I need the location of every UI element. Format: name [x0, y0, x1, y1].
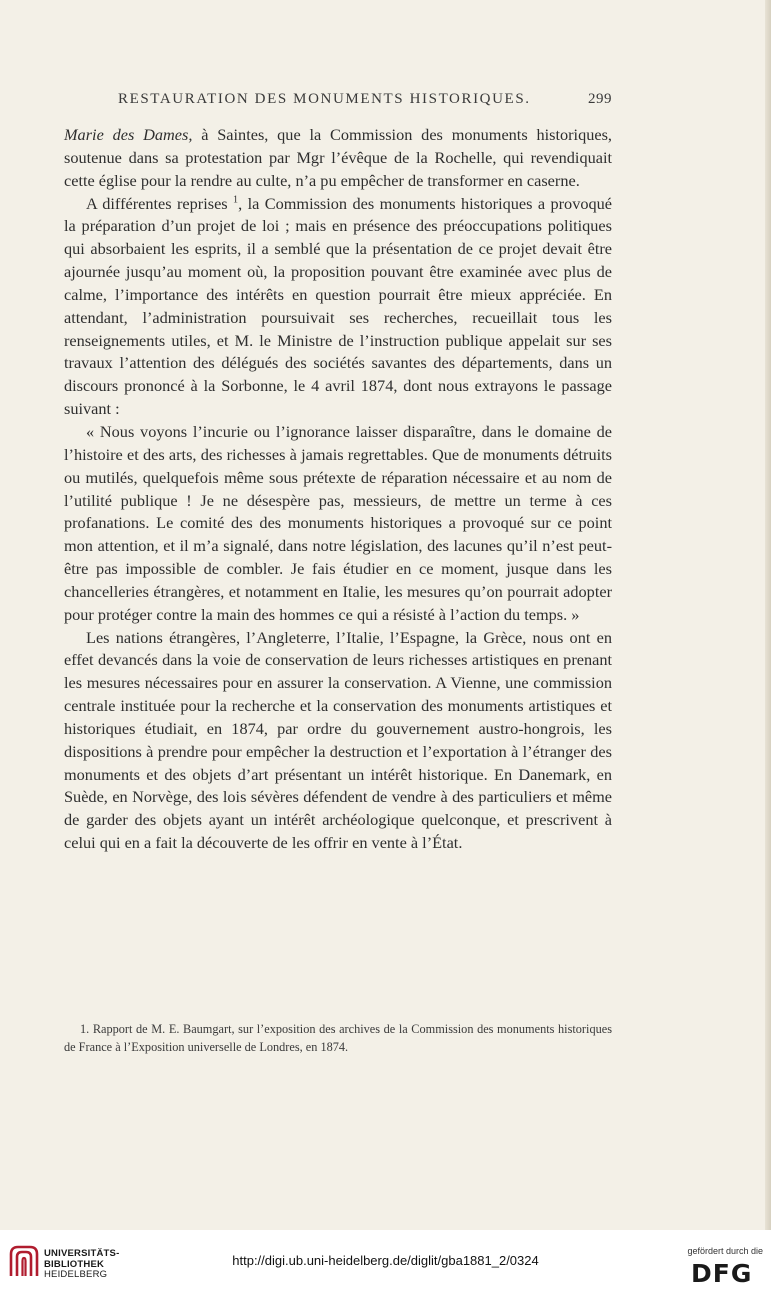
dfg-logo-icon[interactable]	[691, 1260, 761, 1289]
library-name-line: UNIVERSITÄTS-	[44, 1248, 120, 1259]
paragraph	[64, 193, 612, 421]
paragraph-text: à Saintes, que la Commission des monuments historiques, soutenue dans sa protestation par Mgr l’évêque de la Rochelle, qui revendiquait cette église pour la rendre au culte, n’a pu empêcher de transformer en caserne.	[64, 125, 612, 190]
dfg-logo-text: DFG	[691, 1260, 753, 1284]
paragraph-text: , la Commission des monuments historiques a provoqué la préparation d’un projet de loi ; mais en présence des préoccupations politiques qui absorbaient les esprits, il a semblé que la présentation de ce projet devait être ajournée jusqu’au moment où, la proposition pouvant être examinée avec plus de calme, l’importance des intérêts en question pourrait être mieux appréciée. En attendant, l’administration poursuivait ses recherches, recueillait tous les renseignements utiles, et M. le Ministre de l’instruction publique appelait sur ses travaux l’attention des délégués des sociétés savantes des départements, dans un discours prononcé à la Sorbonne, le 4 avril 1874, dont nous extrayons le passage suivant :	[64, 193, 612, 419]
viewer-footer	[0, 1230, 771, 1296]
footnote-marker: 1.	[80, 1022, 90, 1036]
quotation-paragraph	[64, 421, 612, 627]
paragraph-text: Les nations étrangères, l’Angleterre, l’Italie, l’Espagne, la Grèce, nous ont en effet devancés dans la voie de conservation de leurs richesses artistiques en prenant les mesures nécessaires pour en assurer la conservation. A Vienne, une commission centrale instituée pour la recherche et la conservation des monuments artistiques et historiques étudiait, en 1874, par ordre du gouvernement austro-hongrois, les dispositions à prendre pour empêcher la destruction et l’exportation à l’étranger des monuments et des objets d’art présentant un intérêt historique. En Danemark, en Suède, en Norvège, des lois sévères défendent de vendre à des particuliers et même de garder des objets ayant un intérêt archéologique quelconque, et prescrivent à celui qui en a fait la découverte de les offrir en vente à l’État.	[64, 627, 612, 853]
running-header	[64, 91, 612, 113]
running-title: RESTAURATION DES MONUMENTS HISTORIQUES.	[118, 91, 531, 107]
footnote-text: Rapport de M. E. Baumgart, sur l’exposition des archives de la Commission des monuments historiques de France à l’Exposition universelle de Londres, en 1874.	[64, 1022, 612, 1054]
footnote-reference[interactable]: 1	[233, 194, 239, 206]
paragraph-text: A différentes reprises	[86, 193, 234, 213]
italic-lead: Marie des Dames,	[64, 125, 193, 144]
paragraph-text: « Nous voyons l’incurie ou l’ignorance laisser disparaître, dans le domaine de l’histoire et des arts, des richesses à jamais regrettables. Que de monuments détruits ou mutilés, quelquefois même sous prétexte de réparation nécessaire et au nom de l’utilité publique ! Je ne désespère pas, messieurs, de mettre un terme à ces profanations. Le comité des des monuments historiques a provoqué sur ce point mon attention, et il m’a signalé, dans notre législation, des lacunes qu’il n’est peut-être pas impossible de combler. Je fais étudier en ce moment, jusque dans les chancelleries étrangères, et notamment en Italie, les mesures qu’on pourrait adopter pour protéger contre la main des hommes ce qui a résisté à l’action du temps. »	[64, 421, 612, 624]
page-number: 299	[588, 91, 612, 107]
paragraph	[64, 627, 612, 855]
paragraph	[64, 124, 612, 193]
footnote	[64, 1020, 612, 1056]
permalink-url[interactable]: http://digi.ub.uni-heidelberg.de/diglit/gba1881_2/0324	[232, 1253, 539, 1268]
funded-by-label: gefördert durch die	[687, 1246, 763, 1256]
library-name-line: HEIDELBERG	[44, 1269, 108, 1280]
library-name-line: BIBLIOTHEK	[44, 1258, 105, 1270]
body-text	[64, 124, 612, 855]
